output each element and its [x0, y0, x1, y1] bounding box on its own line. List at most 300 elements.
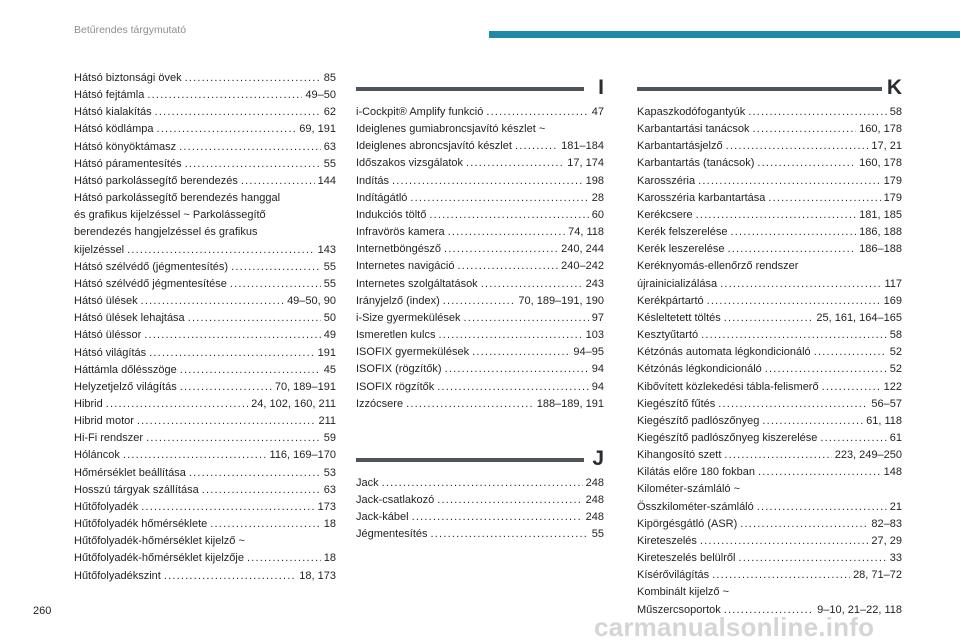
index-entry: [637, 550, 902, 567]
index-entry-pages: 248: [585, 511, 604, 524]
leader-dots: [202, 482, 321, 499]
index-entry: [637, 361, 902, 378]
index-entry-pages: 116, 169–170: [269, 449, 336, 462]
index-entry: [74, 533, 336, 567]
leader-dots: [210, 516, 320, 533]
leader-dots: [740, 516, 868, 533]
section-letter-header: [356, 78, 604, 104]
leader-dots: [180, 379, 272, 396]
index-entry-row: [637, 310, 902, 327]
index-entry-row: [74, 259, 336, 276]
leader-dots: [149, 345, 314, 362]
index-entry-pages: 52: [889, 346, 902, 359]
leader-dots: [179, 139, 321, 156]
header-accent-bar: [489, 31, 960, 38]
index-entry-pages: 55: [323, 157, 336, 170]
index-entry: [74, 87, 336, 104]
index-entry-row: [74, 293, 336, 310]
index-entry: [356, 258, 604, 275]
leader-dots: [412, 509, 583, 526]
index-entry-pages: 97: [591, 311, 604, 324]
index-entry-row: [637, 293, 902, 310]
index-entry-row: [637, 104, 902, 121]
index-entry-label: Háttámla dőlésszöge: [74, 363, 177, 376]
index-entry-label: Kesztyűtartó: [637, 329, 699, 342]
index-entry: [356, 207, 604, 224]
index-entry-label: Internetes navigáció: [356, 260, 455, 273]
leader-dots: [443, 293, 516, 310]
leader-dots: [406, 396, 534, 413]
index-entry-label: Hátsó ülések lehajtása: [74, 312, 185, 325]
index-entry-label: Műszercsoportok: [637, 603, 721, 616]
leader-dots: [707, 293, 881, 310]
index-entry-pages: 74, 118: [568, 226, 604, 239]
leader-dots: [157, 121, 297, 138]
leader-dots: [731, 224, 857, 241]
index-entry: [74, 499, 336, 516]
leader-dots: [438, 327, 582, 344]
leader-dots: [724, 447, 831, 464]
index-entry-pages: 160, 178: [859, 123, 902, 136]
index-entry: [74, 70, 336, 87]
index-entry: [356, 310, 604, 327]
index-entry-pages: 55: [323, 260, 336, 273]
index-entry: [637, 379, 902, 396]
index-entry-label: Hátsó páramentesítés: [74, 157, 182, 170]
index-entry-label: Karbantartási tanácsok: [637, 123, 750, 136]
index-entry-pages: 47: [591, 106, 604, 118]
leader-dots: [185, 156, 321, 173]
index-entry-row: [637, 173, 902, 190]
index-entry-row: [637, 379, 902, 396]
index-entry: [356, 492, 604, 509]
index-entry: [74, 259, 336, 276]
index-entry: [356, 224, 604, 241]
index-entry-label: Izzócsere: [356, 397, 404, 410]
leader-dots: [241, 173, 315, 190]
index-entry-pages: 181–184: [561, 140, 604, 153]
leader-dots: [188, 310, 321, 327]
index-entry-row: [637, 413, 902, 430]
index-entry-row: [74, 242, 336, 259]
index-entry-row: [74, 70, 336, 87]
index-entry-pages: 248: [585, 493, 604, 506]
index-entry-label: Kibővített közlekedési tábla-felismerő: [637, 380, 819, 393]
index-entry: [74, 568, 336, 585]
index-entry-label: Kapaszkodófogantyúk: [637, 106, 746, 118]
index-entry-row: [74, 276, 336, 293]
index-entry: [356, 121, 604, 155]
index-entry: [637, 327, 902, 344]
index-entry: [637, 344, 902, 361]
index-entry-pages: 59: [323, 432, 336, 445]
index-entry-row: [356, 310, 604, 327]
leader-dots: [437, 492, 582, 509]
leader-dots: [472, 344, 570, 361]
leader-dots: [189, 465, 321, 482]
index-entry-label: Helyzetjelző világítás: [74, 380, 177, 393]
index-entry-line: Hűtőfolyadék-hőmérséklet kijelző ~: [74, 535, 245, 548]
leader-dots: [155, 104, 321, 121]
index-entry-row: [637, 344, 902, 361]
index-entry-label: Karosszéria: [637, 174, 696, 187]
index-entry-row: [356, 344, 604, 361]
index-entry-row: [356, 258, 604, 275]
index-entry-row: [74, 139, 336, 156]
index-entry-label: Hibrid: [74, 397, 103, 410]
leader-dots: [180, 362, 321, 379]
index-entry-row: [74, 87, 336, 104]
leader-dots: [448, 224, 565, 241]
index-entry-pages: 25, 161, 164–165: [816, 311, 902, 324]
index-entry-pages: 21: [889, 500, 902, 513]
leader-dots: [515, 138, 558, 155]
index-entry-row: [74, 447, 336, 464]
index-entry-pages: 52: [889, 363, 902, 376]
leader-dots: [718, 396, 868, 413]
index-entry-pages: 179: [883, 174, 902, 187]
index-entry-row: [74, 568, 336, 585]
index-entry-label: Ideiglenes abroncsjavító készlet: [356, 140, 512, 153]
index-entry-row: [74, 345, 336, 362]
leader-dots: [141, 499, 314, 516]
index-entry-label: Kétzónás automata légkondicionáló: [637, 346, 811, 359]
index-entry-label: Hátsó könyöktámasz: [74, 140, 177, 153]
index-entry-row: [356, 509, 604, 526]
index-entry-pages: 33: [889, 552, 902, 565]
index-entry: [356, 475, 604, 492]
index-entry-pages: 24, 102, 160, 211: [251, 397, 336, 410]
index-entry-label: Hátsó szélvédő jégmentesítése: [74, 277, 227, 290]
index-entry-row: [637, 190, 902, 207]
index-entry-row: [74, 499, 336, 516]
index-entry-row: [356, 379, 604, 396]
leader-dots: [748, 104, 887, 121]
index-entry-label: Kiegészítő fűtés: [637, 397, 716, 410]
leader-dots: [437, 379, 589, 396]
leader-dots: [141, 293, 284, 310]
leader-dots: [127, 242, 315, 259]
index-entry-label: ISOFIX gyermekülések: [356, 346, 470, 359]
page-number: 260: [33, 605, 52, 617]
index-entry-row: [637, 396, 902, 413]
index-entry-line: Ideiglenes gumiabroncsjavító készlet ~: [356, 123, 546, 136]
index-entry-label: újrainicializálása: [637, 277, 718, 290]
section-rule: [356, 87, 584, 91]
leader-dots: [185, 70, 321, 87]
index-entry: [356, 327, 604, 344]
index-entry-label: Hátsó ülések: [74, 295, 138, 308]
index-entry-label: Hátsó biztonsági övek: [74, 72, 182, 84]
index-entry-label: Hátsó ködlámpa: [74, 123, 154, 136]
index-entry: [356, 173, 604, 190]
leader-dots: [701, 327, 887, 344]
index-entry-row: [74, 327, 336, 344]
section-spacer: [356, 413, 604, 449]
index-entry: [637, 293, 902, 310]
index-entry-label: Kireteszelés belülről: [637, 552, 736, 565]
leader-dots: [762, 413, 863, 430]
index-entry-label: Internetböngésző: [356, 243, 442, 256]
index-entry: [356, 155, 604, 172]
index-entry-pages: 70, 189–191: [274, 380, 336, 393]
index-entry-row: [74, 516, 336, 533]
leader-dots: [464, 310, 589, 327]
index-entry-row: [637, 207, 902, 224]
index-column-2: [356, 78, 604, 543]
index-entry-pages: 186–188: [859, 243, 902, 256]
index-entry-label: Jack-csatlakozó: [356, 493, 435, 506]
index-entry-label: Hűtőfolyadék hőmérséklete: [74, 518, 208, 531]
leader-dots: [814, 344, 887, 361]
index-entry: [356, 396, 604, 413]
leader-dots: [231, 259, 321, 276]
index-entry-row: [74, 413, 336, 430]
index-entry-row: [356, 104, 604, 121]
leader-dots: [820, 430, 886, 447]
index-entry-label: Karbantartás (tanácsok): [637, 157, 755, 170]
index-entry-label: Hűtőfolyadék: [74, 500, 139, 513]
index-entry-label: ISOFIX (rögzítők): [356, 363, 442, 376]
index-entry-row: [74, 396, 336, 413]
index-entry-pages: 55: [323, 277, 336, 290]
index-entry-row: [356, 224, 604, 241]
index-entry-label: Karbantartásjelző: [637, 140, 723, 153]
index-entry-pages: 148: [883, 466, 902, 479]
index-entry: [74, 465, 336, 482]
index-entry-pages: 179: [883, 191, 902, 204]
index-entry-pages: 56–57: [871, 397, 902, 410]
index-entry: [356, 344, 604, 361]
index-entry-row: [356, 492, 604, 509]
index-entry-label: i-Cockpit® Amplify funkció: [356, 106, 484, 118]
index-entry-label: Hóláncok: [74, 449, 120, 462]
index-entry-row: [356, 293, 604, 310]
index-entry-row: [637, 327, 902, 344]
leader-dots: [247, 550, 321, 567]
index-entry-line: és grafikus kijelzéssel ~ Parkolássegítő: [74, 209, 266, 222]
index-entry-pages: 191: [317, 346, 336, 359]
index-entry-label: Kipörgésgátló (ASR): [637, 517, 738, 530]
index-entry-pages: 27, 29: [871, 534, 902, 547]
section-letter-header: [637, 78, 902, 104]
index-entry-pages: 18: [323, 518, 336, 531]
index-entry-label: Kireteszelés: [637, 534, 697, 547]
index-entry-label: Kerékpártartó: [637, 294, 704, 307]
index-entry-row: [74, 379, 336, 396]
index-entry-row: [356, 207, 604, 224]
index-entry-label: ISOFIX rögzítők: [356, 380, 435, 393]
index-entry-label: Jégmentesítés: [356, 528, 428, 541]
index-entry-pages: 181, 185: [859, 208, 902, 221]
index-entry: [74, 327, 336, 344]
index-entry-pages: 85: [323, 72, 336, 84]
index-entry-row: [74, 550, 336, 567]
index-entry-pages: 61: [889, 431, 902, 444]
index-entry-pages: 122: [883, 380, 902, 393]
leader-dots: [727, 241, 856, 258]
leader-dots: [445, 361, 589, 378]
index-entry: [74, 345, 336, 362]
index-entry: [637, 533, 902, 550]
leader-dots: [144, 327, 320, 344]
index-entry-label: Hátsó fejtámla: [74, 89, 145, 102]
index-entry-row: [637, 155, 902, 172]
index-entry-line: Kilométer-számláló ~: [637, 483, 741, 496]
index-entry-row: [637, 430, 902, 447]
index-entry: [74, 104, 336, 121]
index-entry: [356, 276, 604, 293]
leader-dots: [757, 499, 887, 516]
index-entry-row: [356, 475, 604, 492]
leader-dots: [726, 138, 869, 155]
index-entry-label: Kerék leszerelése: [637, 243, 725, 256]
index-entry-pages: 17, 21: [871, 140, 902, 153]
index-entry-pages: 60: [591, 208, 604, 221]
index-entry-pages: 49: [323, 329, 336, 342]
leader-dots: [724, 310, 814, 327]
leader-dots: [466, 155, 564, 172]
index-entry-pages: 62: [323, 106, 336, 119]
index-entry-row: [356, 327, 604, 344]
index-entry-pages: 223, 249–250: [834, 449, 902, 462]
index-entry-label: Kilátás előre 180 fokban: [637, 466, 756, 479]
leader-dots: [712, 567, 850, 584]
index-entry: [356, 361, 604, 378]
index-entry-label: Kiegészítő padlószőnyeg: [637, 414, 760, 427]
index-entry: [637, 224, 902, 241]
section-letter-header: [356, 446, 604, 475]
index-entry: [356, 526, 604, 543]
index-entry-label: Infravörös kamera: [356, 226, 445, 239]
index-entry-row: [637, 464, 902, 481]
leader-dots: [696, 207, 857, 224]
index-column-1: [74, 70, 336, 585]
index-entry-pages: 198: [585, 174, 604, 187]
index-entry: [74, 379, 336, 396]
index-entry-row: [637, 516, 902, 533]
leader-dots: [429, 207, 588, 224]
index-entry-row: [356, 396, 604, 413]
index-entry: [356, 509, 604, 526]
index-entry: [356, 379, 604, 396]
index-entry-label: Hibrid motor: [74, 415, 134, 428]
index-entry-label: Hátsó világítás: [74, 346, 147, 359]
index-entry-label: Hőmérséklet beállítása: [74, 466, 186, 479]
index-entry-pages: 28, 71–72: [853, 569, 902, 582]
leader-dots: [481, 276, 583, 293]
index-entry-row: [74, 465, 336, 482]
index-entry: [356, 293, 604, 310]
index-entry-label: Hűtőfolyadékszint: [74, 569, 161, 582]
index-entry-label: Kerék felszerelése: [637, 226, 728, 239]
index-entry-label: Jack-kábel: [356, 511, 409, 524]
index-entry-label: Hátsó parkolássegítő berendezés: [74, 174, 238, 187]
index-entry: [637, 447, 902, 464]
leader-dots: [457, 258, 558, 275]
index-entry-label: Összkilométer-számláló: [637, 500, 754, 513]
index-entry-label: Hűtőfolyadék-hőmérséklet kijelzője: [74, 552, 244, 565]
index-entry-pages: 49–50: [305, 89, 336, 102]
index-entry-row: [637, 276, 902, 293]
index-entry: [74, 293, 336, 310]
index-entry-label: Késleltetett töltés: [637, 311, 721, 324]
index-entry: [637, 138, 902, 155]
index-entry-pages: 69, 191: [299, 123, 336, 136]
index-entry-label: Indítágátló: [356, 191, 408, 204]
leader-dots: [444, 241, 558, 258]
index-entry: [637, 430, 902, 447]
index-column-3: [637, 78, 902, 619]
page-header-title: Betűrendes tárgymutató: [74, 24, 187, 36]
index-entry: [637, 173, 902, 190]
index-entry-label: Internetes szolgáltatások: [356, 277, 478, 290]
index-entry-row: [356, 241, 604, 258]
leader-dots: [698, 173, 881, 190]
index-entry-pages: 117: [884, 277, 902, 290]
index-entry: [356, 190, 604, 207]
leader-dots: [757, 155, 856, 172]
leader-dots: [230, 276, 321, 293]
section-letter: K: [886, 76, 902, 99]
leader-dots: [410, 190, 588, 207]
leader-dots: [164, 568, 296, 585]
leader-dots: [146, 430, 321, 447]
index-entry-line: Hátsó parkolássegítő berendezés hanggal: [74, 192, 281, 205]
index-entry-row: [74, 310, 336, 327]
index-entry-pages: 211: [318, 415, 336, 428]
index-entry-pages: 63: [323, 483, 336, 496]
index-entry-label: Kihangosító szett: [637, 449, 722, 462]
leader-dots: [137, 413, 316, 430]
leader-dots: [738, 550, 886, 567]
index-entry: [74, 190, 336, 259]
index-entry: [74, 447, 336, 464]
index-entry-label: Hosszú tárgyak szállítása: [74, 483, 199, 496]
index-entry-pages: 58: [889, 106, 902, 118]
index-entry-pages: 143: [317, 243, 336, 256]
index-entry-pages: 173: [317, 500, 336, 513]
index-entry-line: berendezés hangjelzéssel és grafikus: [74, 226, 258, 239]
index-entry-row: [637, 361, 902, 378]
index-entry: [637, 413, 902, 430]
index-entry-row: [74, 104, 336, 121]
index-entry-pages: 82–83: [871, 517, 902, 530]
index-entry: [637, 396, 902, 413]
index-entry: [637, 241, 902, 258]
index-entry-label: Hátsó üléssor: [74, 329, 142, 342]
leader-dots: [147, 87, 302, 104]
index-entry: [637, 207, 902, 224]
index-entry-row: [356, 190, 604, 207]
index-entry-row: [637, 224, 902, 241]
index-entry-label: Jack: [356, 476, 379, 489]
index-entry-pages: 9–10, 21–22, 118: [817, 603, 902, 616]
index-entry: [74, 310, 336, 327]
index-entry-pages: 94–95: [573, 346, 604, 359]
index-entry-pages: 53: [323, 466, 336, 479]
index-entry: [74, 482, 336, 499]
index-entry-pages: 18, 173: [299, 569, 336, 582]
leader-dots: [753, 121, 857, 138]
index-entry: [74, 121, 336, 138]
leader-dots: [431, 526, 589, 543]
index-entry: [356, 104, 604, 121]
index-entry: [74, 413, 336, 430]
index-entry: [637, 481, 902, 515]
index-entry: [356, 241, 604, 258]
index-entry-pages: 50: [323, 312, 336, 325]
